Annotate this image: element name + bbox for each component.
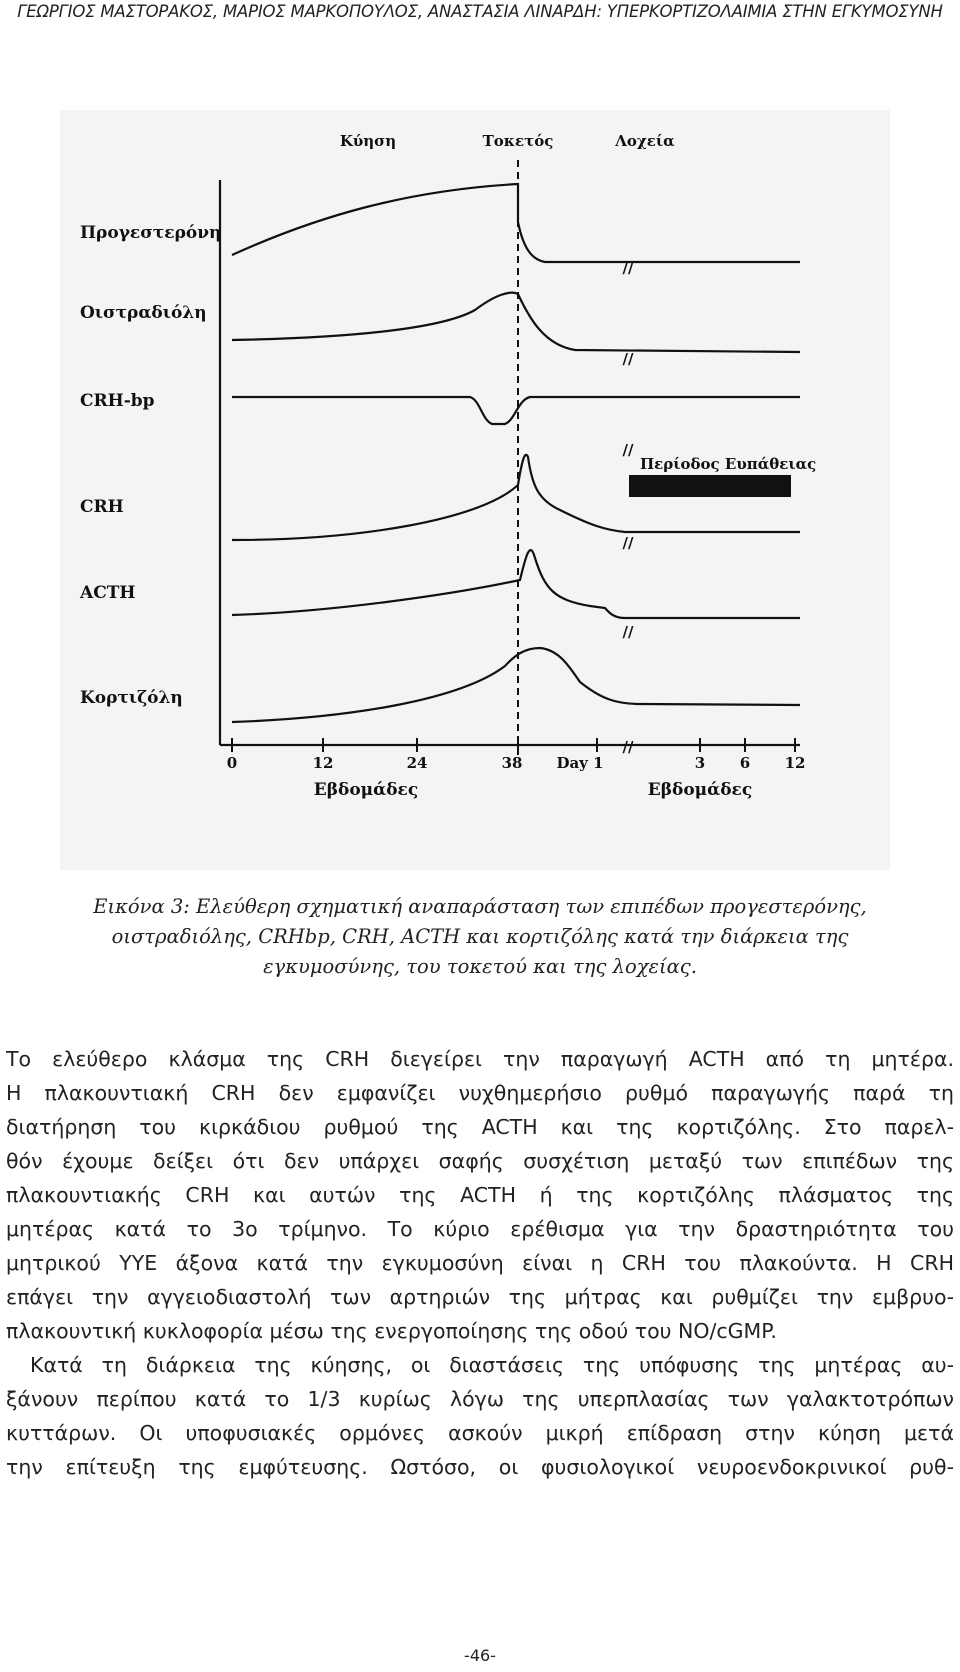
break-mark: // [622, 534, 634, 552]
caption-line: εγκυμοσύνης, του τοκετού και της λοχείας. [263, 955, 697, 978]
break-mark: // [622, 350, 634, 368]
tick-label: 0 [226, 754, 238, 772]
progesterone-curve [232, 184, 800, 262]
acth-curve [232, 550, 800, 618]
body-line: διατήρηση του κιρκάδιου ρυθμού της ACTH και της κορτιζόλης. Στο παρελ- [6, 1115, 954, 1139]
body-line: πλακουντική κυκλοφορία μέσω της ενεργοποίησης της οδού του NO/cGMP. [6, 1319, 777, 1343]
row-label-estradiol: Οιστραδιόλη [80, 303, 207, 323]
label-pregnancy: Κύηση [339, 132, 397, 150]
x-axis-title-weeks: Εβδομάδες [647, 780, 753, 800]
body-line: κυττάρων. Οι υποφυσιακές ορμόνες ασκούν μικρή επίδραση στην κύηση μετά [6, 1421, 954, 1445]
body-line: Κατά τη διάρκεια της κύησης, οι διαστάσεις της υπόφυσης της μητέρας αυ- [30, 1353, 954, 1377]
break-mark: // [622, 738, 634, 756]
row-label-cortisol: Κορτιζόλη [80, 688, 183, 708]
body-line: την επίτευξη της εμφύτευσης. Ωστόσο, οι φυσιολογικοί νευροενδοκρινικοί ρυθ- [6, 1455, 954, 1479]
page-number: -46- [464, 1646, 496, 1665]
crh-bp-curve [232, 397, 800, 424]
break-mark: // [622, 623, 634, 641]
tick-label: 6 [739, 754, 751, 772]
body-line: μητέρας κατά το 3ο τρίμηνο. Το κύριο ερέθισμα για την δραστηριότητα του [6, 1217, 954, 1241]
body-line: επάγει την αγγειοδιαστολή των αρτηριών της μήτρας και ρυθμίζει την εμβρυο- [6, 1285, 954, 1309]
hormone-levels-figure [60, 110, 890, 870]
row-label-crh: CRH [80, 497, 124, 517]
row-label-progesterone: Προγεστερόνη [80, 223, 222, 243]
body-line: μητρικού ΥΥΕ άξονα κατά την εγκυμοσύνη είναι η CRH του πλακούντα. Η CRH [6, 1251, 954, 1275]
body-line: Το ελεύθερο κλάσμα της CRH διεγείρει την παραγωγή ACTH από τη μητέρα. [6, 1047, 954, 1071]
figure-caption [40, 892, 920, 982]
caption-line: Εικόνα 3: Ελεύθερη σχηματική αναπαράσταση των επιπέδων προγεστερόνης, [93, 895, 867, 918]
tick-label: Day 1 [556, 754, 604, 772]
tick-label: 12 [784, 754, 806, 772]
running-header: ΓΕΩΡΓΙΟΣ ΜΑΣΤΟΡΑΚΟΣ, ΜΑΡΙΟΣ ΜΑΡΚΟΠΟΥΛΟΣ, ΑΝΑΣΤΑΣΙΑ ΛΙΝΑΡΔΗ: ΥΠΕΡΚΟΡΤΙΖΟΛΑΙΜΙΑ ΣΤΗΝ ΕΓΚΥΜΟΣΥΝΗ [17, 2, 943, 21]
tick-label: 3 [694, 754, 706, 772]
caption-line: οιστραδιόλης, CRHbp, CRH, ACTH και κορτιζόλης κατά την διάρκεια της [111, 925, 849, 948]
estradiol-curve [232, 293, 800, 352]
period-label: Περίοδος Ευπάθειας [640, 455, 817, 473]
break-mark: // [622, 441, 634, 459]
body-line: ξάνουν περίπου κατά το 1/3 κυρίως λόγω της υπερπλασίας των γαλακτοτρόπων [6, 1387, 954, 1411]
body-line: θόν έχουμε δείξει ότι δεν υπάρχει σαφής συσχέτιση μεταξύ των επιπέδων της [6, 1149, 954, 1173]
row-label-crh-bp: CRH-bp [80, 391, 155, 411]
tick-label: 12 [312, 754, 334, 772]
tick-label: 24 [406, 754, 428, 772]
tick-label: 38 [501, 754, 523, 772]
vulnerability-period-bar [629, 475, 791, 497]
row-label-acth: ACTH [80, 583, 136, 603]
x-axis-title-weeks: Εβδομάδες [313, 780, 419, 800]
cortisol-curve [232, 648, 800, 722]
body-text [6, 1042, 954, 1484]
body-line: Η πλακουντιακή CRH δεν εμφανίζει νυχθημερήσιο ρυθμό παραγωγής παρά τη [6, 1081, 954, 1105]
label-puerperium: Λοχεία [615, 132, 675, 150]
body-line: πλακουντιακής CRH και αυτών της ACTH ή της κορτιζόλης πλάσματος της [6, 1183, 954, 1207]
label-delivery: Τοκετός [482, 132, 554, 150]
break-mark: // [622, 259, 634, 277]
